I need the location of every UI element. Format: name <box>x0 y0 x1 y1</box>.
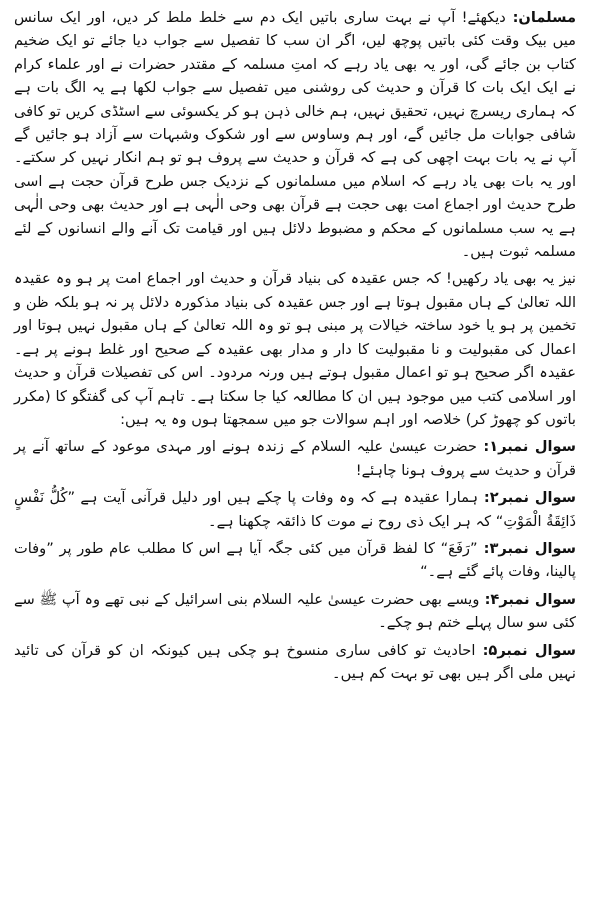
question-3 <box>14 537 576 584</box>
question-text: ویسے بھی حضرت عیسیٰ علیہ السلام بنی اسرائیل کے نبی تھے وہ آپ ﷺ سے کئی سو سال پہلے ختم ہو چکے۔ <box>14 590 576 632</box>
question-text: حضرت عیسیٰ علیہ السلام کے زندہ ہونے اور مہدی موعود کے ساتھ آنے پر قرآن و حدیث سے پروف ہونا چاہئے! <box>14 438 576 479</box>
question-label: سوال نمبر۴: <box>479 590 576 608</box>
paragraph-text: نیز یہ بھی یاد رکھیں! کہ جس عقیدہ کی بنیاد قرآن و حدیث اور اجماع امت پر ہو وہ عقیدہ اللہ تعالیٰ کے ہاں مقبول ہوتا ہے اور جس عقیدہ کی بنیاد مذکورہ دلائل پر نہ ہو بلکہ ظن و تخمین پر ہو یا خود ساختہ خیالات پر مبنی ہو تو وہ اللہ تعالیٰ کے ہاں مقبول نہیں ہوتا اور اعمال کی مقبولیت و نا مقبولیت کا دار و مدار بھی عقیدہ کے صحیح اور غلط ہونے پر ہے۔ عقیدہ اگر صحیح ہو تو اعمال مقبول ہوتے ہیں ورنہ مردود۔ اس کی تفصیلات قرآن و حدیث اور اسلامی کتب میں موجود ہیں ان کا مطالعہ کیا جا سکتا ہے۔ تاہم آپ کی گفتگو کا (مکرر باتوں کو چھوڑ کر) خلاصہ اور اہم سوالات جو میں سمجھتا ہوں وہ یہ ہیں: <box>14 270 576 428</box>
urdu-text-body <box>14 6 576 689</box>
question-1 <box>14 435 576 482</box>
paragraph-text: دیکھئے! آپ نے بہت ساری باتیں ایک دم سے خلط ملط کر دیں، اور ایک سانس میں بیک وقت کئی باتیں پوچھ لیں، اگر ان سب کا تفصیل سے جواب دیا جائے تو ایک ضخیم کتاب بن جائے گی، اور یہ بھی یاد رہے کہ امتِ مسلمہ کے مقتدر حضرات نے اور علماء کرام نے ایک ایک بات کا قرآن و حدیث کی روشنی میں تفصیل سے جواب لکھا ہے یہ الگ بات ہے کہ ہماری ریسرچ نہیں، تحقیق نہیں، ہم خالی ذہن ہو کر یکسوئی سے اسٹڈی کریں تو کافی شافی جوابات مل جائیں گے، اور ہم وساوس سے اور شکوک وشبہات سے آزاد ہو جائیں گے آپ نے یہ بات بہت اچھی کی ہے کہ قرآن و حدیث سے پروف ہو تو ہم انکار نہیں کر سکتے۔ اور یہ بات بھی یاد رہے کہ اسلام میں مسلمانوں کے نزدیک جس طرح قرآن حجت ہے اسی طرح حدیث اور اجماع امت بھی حجت ہے قرآن بھی وحی الٰہی ہے اور حدیث بھی وحی الٰہی ہے یہ سب مسلمانوں کے محکم و مضبوط دلائل ہیں اور قیامت تک آنے والے انسانوں کے لئے مسلمہ ثبوت ہیں۔ <box>14 9 576 261</box>
question-5 <box>14 639 576 686</box>
speaker-label: مسلمان: <box>505 9 576 26</box>
question-4 <box>14 588 576 635</box>
question-label: سوال نمبر۱: <box>476 438 577 456</box>
question-label: سوال نمبر۳: <box>477 539 576 557</box>
question-label: سوال نمبر۵: <box>475 641 576 659</box>
paragraph-muslim-reply <box>14 6 576 263</box>
question-text: احادیث تو کافی ساری منسوخ ہو چکی ہیں کیونکہ ان کو قرآن کی تائید نہیں ملی اگر ہیں بھی تو بہت کم ہیں۔ <box>14 641 576 682</box>
paragraph-creed-note <box>14 267 576 431</box>
question-text: ہمارا عقیدہ ہے کہ وہ وفات پا چکے ہیں اور دلیل قرآنی آیت ہے ”کُلُّ نَفْسٍ ذَائِقَةُ الْمَوْتِ“ کہ ہر ایک ذی روح نے موت کا ذائقہ چکھنا ہے۔ <box>14 489 576 530</box>
question-text: ”رَفَعَ“ کا لفظ قرآن میں کئی جگہ آیا ہے اس کا مطلب عام طور پر ”وفات پالینا، وفات پائے گئے ہے۔“ <box>14 539 576 581</box>
question-2 <box>14 486 576 533</box>
question-label: سوال نمبر۲: <box>478 489 577 507</box>
